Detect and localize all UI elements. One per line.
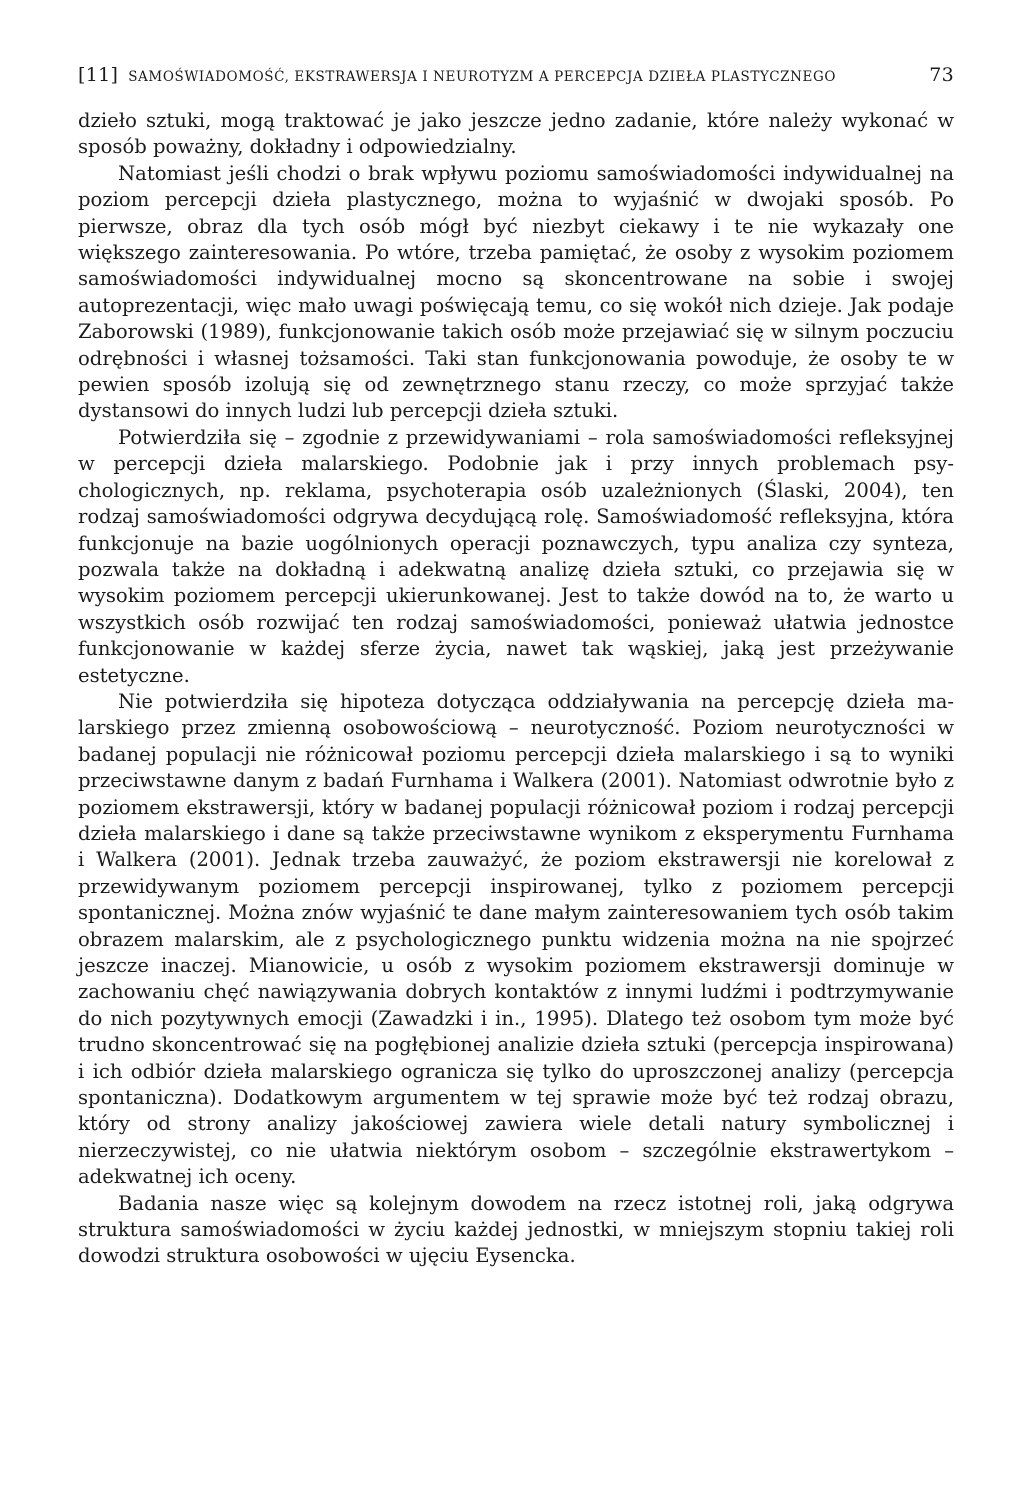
running-title: SAMOŚWIADOMOŚĆ, EKSTRAWERSJA I NEUROTYZM A PERCEPCJA DZIEŁA PLASTYCZNEGO xyxy=(128,69,837,85)
page-number: 73 xyxy=(929,64,954,86)
book-page xyxy=(78,64,954,1270)
paragraph: Nie potwierdziła się hipoteza dotycząca oddziaływania na percepcję dzieła malarskiego przez zmienną osobowościową – neurotyczność. Poziom neurotyczności w badanej populacji nie różnicował poziomu percepcji dzieła malarskiego i są to wyniki przeciwstawne danym z badań Furnhama i Walkera (2001). Natomiast odwrotnie było z poziomem ekstrawersji, który w badanej populacji różnicował poziom i rodzaj percepcji dzieła malarskiego i dane są także przeciwstawne wynikom z eksperymentu Furnhama i Walkera (2001). Jednak trzeba zauważyć, że poziom ekstrawersji nie korelował z przewidywanym poziomem percepcji inspirowanej, tylko z poziomem percepcji spontanicznej. Można znów wyjaśnić te dane małym zainteresowaniem tych osób takim obrazem malarskim, ale z psychologicznego punktu widzenia można na nie spojrzeć jeszcze inaczej. Mianowicie, u osób z wysokim poziomem ekstrawersji dominuje w zachowaniu chęć nawiązywania dobrych kontaktów z innymi ludźmi i podtrzymywanie do nich pozytywnych emocji (Zawadzki i in., 1995). Dlatego też osobom tym może być trudno skoncentrować się na pogłębionej analizie dzieła sztuki (percepcja inspirowana) i ich odbiór dzieła malarskiego ogranicza się tylko do uproszczonej analizy (percepcja spontaniczna). Dodatkowym argumentem w tej sprawie może być też rodzaj obrazu, który od strony analizy jakościowej zawiera wiele detali natury symbolicznej i nierzeczywistej, co nie ułatwia niektórym osobom – szczególnie ekstrawertykom – adekwatnej ich oceny. xyxy=(78,689,954,1189)
section-number: [11] xyxy=(78,64,119,86)
paragraph: Natomiast jeśli chodzi o brak wpływu poziomu samoświadomości indywidualnej na poziom percepcji dzieła plastycznego, można to wyjaśnić w dwojaki sposób. Po pierwsze, obraz dla tych osób mógł być niezbyt ciekawy i te nie wykazały one większego zainteresowania. Po wtóre, trzeba pamiętać, że osoby z wysokim poziomem samoświadomości indywidualnej mocno są skoncentrowane na sobie i swojej autoprezentacji, więc mało uwagi poświęcają temu, co się wokół nich dzieje. Jak podaje Zaborowski (1989), funkcjonowanie takich osób może przejawiać się w silnym poczuciu odrębności i własnej tożsamości. Taki stan funkcjonowania powoduje, że osoby te w pewien sposób izolują się od zewnętrznego stanu rzeczy, co może sprzyjać także dystansowi do innych ludzi lub percepcji dzieła sztuki. xyxy=(78,161,954,423)
paragraph: Badania nasze więc są kolejnym dowodem na rzecz istotnej roli, jaką odgrywa struktura samoświadomości w życiu każdej jednostki, w mniejszym stopniu takiej roli dowodzi struktura osobowości w ujęciu Eysencka. xyxy=(78,1191,954,1268)
paragraph-continuation: dzieło sztuki, mogą traktować je jako jeszcze jedno zadanie, które należy wykonać w sposób poważny, dokładny i odpowiedzialny. xyxy=(78,109,954,159)
body-text xyxy=(78,108,954,1270)
paragraph: Potwierdziła się – zgodnie z przewidywaniami – rola samoświadomości refleksyjnej w percepcji dzieła malarskiego. Podobnie jak i przy innych problemach psychologicznych, np. reklama, psychoterapia osób uzależnionych (Ślaski, 2004), ten rodzaj samoświadomości odgrywa decydującą rolę. Samoświadomość refleksyjna, która funkcjonuje na bazie uogólnionych operacji poznawczych, typu analiza czy synteza, pozwala także na dokładną i adekwatną analizę dzieła sztuki, co przejawia się w wysokim poziomem percepcji ukierunkowanej. Jest to także dowód na to, że warto u wszystkich osób rozwijać ten rodzaj samoświadomości, ponieważ ułatwia jednostce funkcjonowanie w każdej sferze życia, nawet tak wąskiej, jaką jest przeżywanie estetyczne. xyxy=(78,425,954,687)
running-header xyxy=(78,64,954,104)
